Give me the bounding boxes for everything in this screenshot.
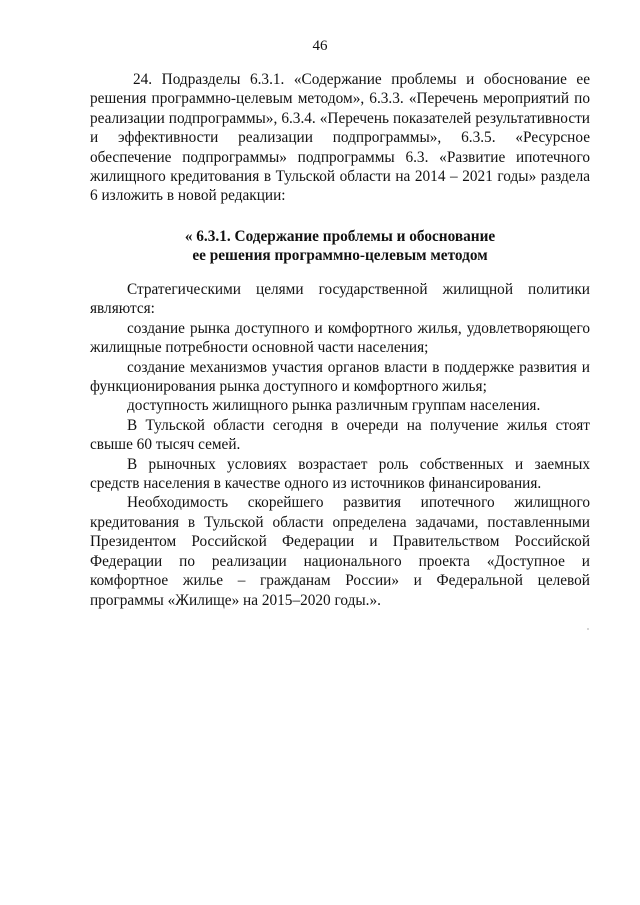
section-heading-line-1: « 6.3.1. Содержание проблемы и обоснование: [184, 228, 496, 245]
section-body: [90, 280, 590, 610]
paragraph-goal-mechanisms: создание механизмов участия органов власти в поддержке развития и функционирования рынка доступного и комфортного жилья;: [90, 358, 590, 396]
intro-paragraph: 24. Подразделы 6.3.1. «Содержание проблемы и обоснование ее решения программно-целевым методом», 6.3.3. «Перечень мероприятий по реализации подпрограммы», 6.3.4. «Перечень показателей результативности и эффективности реализации подпрограммы», 6.3.5. «Ресурсное обеспечение подпрограммы» подпрограммы 6.3. «Развитие ипотечного жилищного кредитования в Тульской области на 2014 – 2021 годы» раздела 6 изложить в новой редакции:: [90, 71, 590, 205]
paragraph-goals-intro: Стратегическими целями государственной жилищной политики являются:: [90, 281, 590, 318]
section-heading-line-2: ее решения программно-целевым методом: [192, 247, 488, 264]
paragraph-goal-accessibility: доступность жилищного рынка различным группам населения.: [127, 397, 541, 415]
paragraph-market-conditions: В рыночных условиях возрастает роль собственных и заемных средств населения в качестве одного из источников финансирования.: [90, 455, 590, 493]
paragraph-mortgage-necessity: Необходимость скорейшего развития ипотечного жилищного кредитования в Тульской области определена задачами, поставленными Президентом Российской Федерации и Правительством Российской Федерации по реализации национального проекта «Доступное и комфортное жилье – гражданам России» и Федеральной целевой программы «Жилище» на 2015–2020 годы.».: [90, 494, 590, 609]
paragraph-goal-market: создание рынка доступного и комфортного жилья, удовлетворяющего жилищные потребности основной части населения;: [90, 319, 590, 357]
section-heading: [90, 227, 590, 265]
scan-speck: [587, 628, 589, 630]
page-number: 46: [312, 38, 328, 54]
paragraph-housing-queue: В Тульской области сегодня в очереди на получение жилья стоят свыше 60 тысяч семей.: [90, 416, 590, 454]
